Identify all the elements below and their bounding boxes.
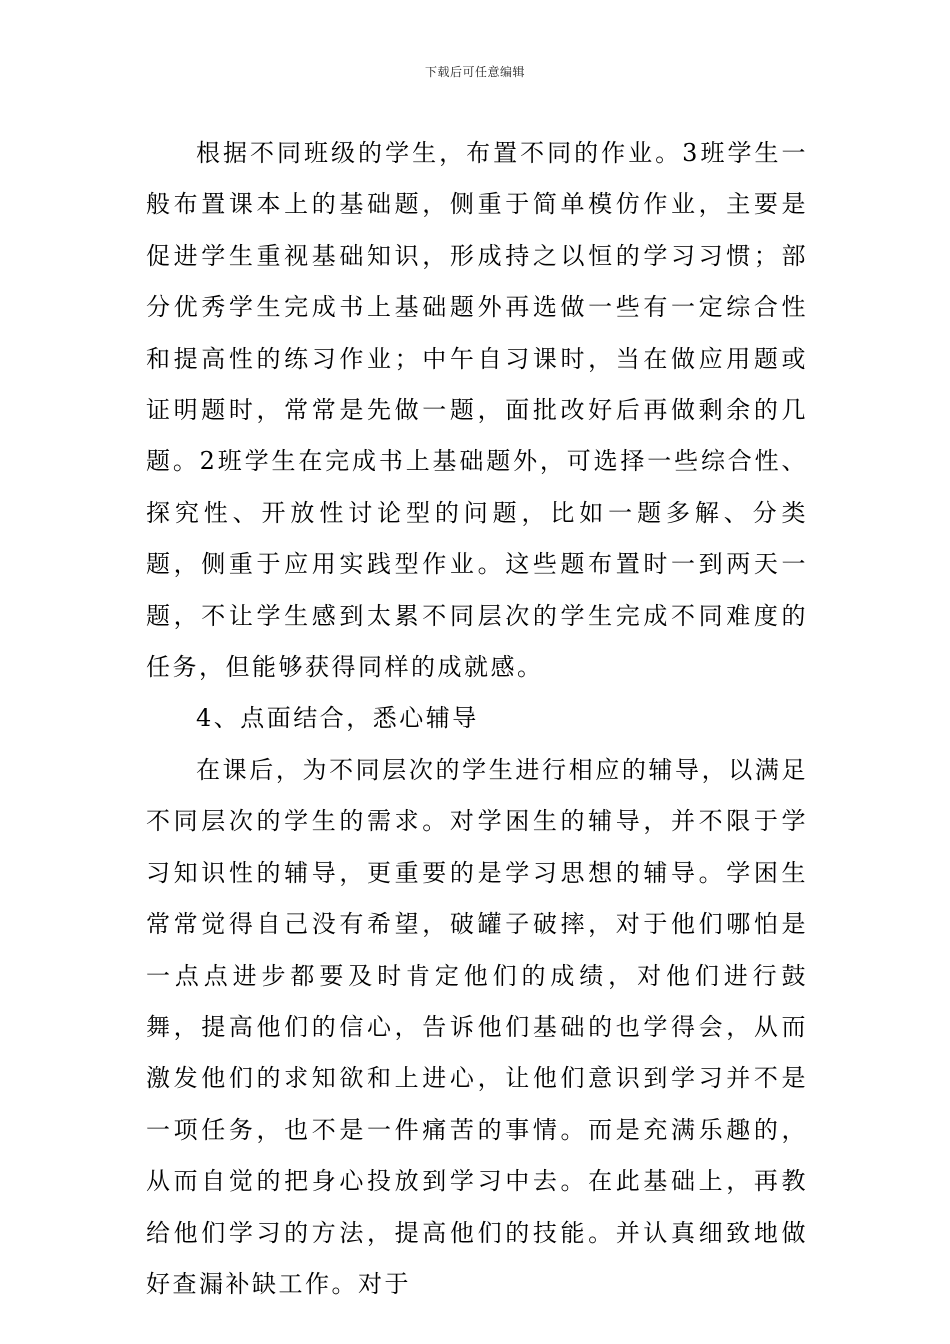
paragraph-after-class-tutoring: 在课后，为不同层次的学生进行相应的辅导，以满足不同层次的学生的需求。对学困生的辅导，并不限于学习知识性的辅导，更重要的是学习思想的辅导。学困生常常觉得自己没有希望，破罐子破摔，对于他们哪怕是一点点进步都要及时肯定他们的成绩，对他们进行鼓舞，提高他们的信心，告诉他们基础的也学得会，从而激发他们的求知欲和上进心，让他们意识到学习并不是一项任务，也不是一件痛苦的事情。而是充满乐趣的，从而自觉的把身心投放到学习中去。在此基础上，再教给他们学习的方法，提高他们的技能。并认真细致地做好查漏补缺工作。对于 xyxy=(146,755,808,1298)
section-heading-tutoring: 4、点面结合，悉心辅导 xyxy=(196,704,479,733)
header-note: 下载后可任意编辑 xyxy=(424,65,525,79)
paragraph-homework-assignment: 根据不同班级的学生，布置不同的作业。3班学生一般布置课本上的基础题，侧重于简单模仿作业，主要是促进学生重视基础知识，形成持之以恒的学习习惯；部分优秀学生完成书上基础题外再选做一些有一定综合性和提高性的练习作业；中午自习课时，当在做应用题或证明题时，常常是先做一题，面批改好后再做剩余的几题。2班学生在完成书上基础题外，可选择一些综合性、探究性、开放性讨论型的问题，比如一题多解、分类题，侧重于应用实践型作业。这些题布置时一到两天一题，不让学生感到太累不同层次的学生完成不同难度的任务，但能够获得同样的成就感。 xyxy=(146,139,808,682)
document-body xyxy=(146,128,808,1310)
